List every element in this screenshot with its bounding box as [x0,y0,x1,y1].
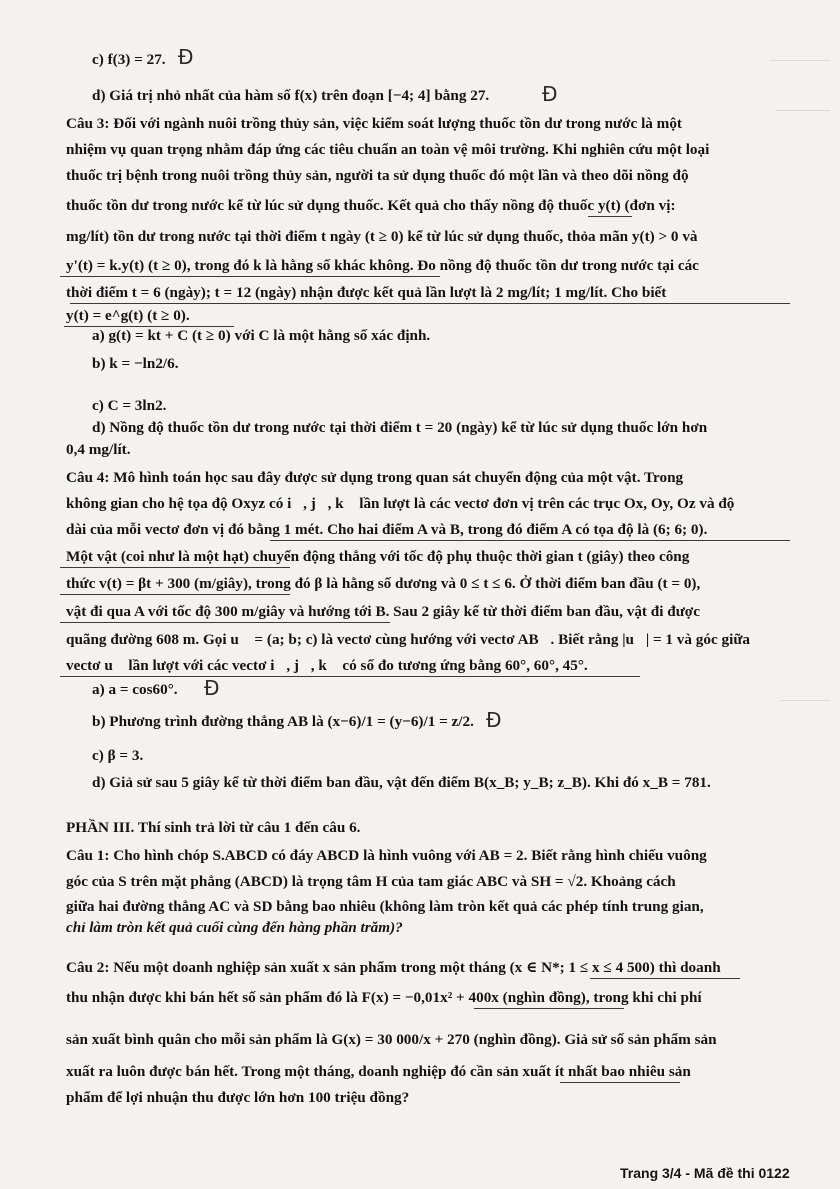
question-3-line: thuốc tồn dư trong nước kể từ lúc sử dụng thuốc. Kết quả cho thấy nồng độ thuốc y(t) (đơn vị: [66,197,676,214]
statement-d-q3: d) Nồng độ thuốc tồn dư trong nước tại thời điểm t = 20 (ngày) kể từ lúc sử dụng thuốc lớn hơn [92,419,708,436]
section-heading: PHẦN III. Thí sinh trả lời từ câu 1 đến câu 6. [66,819,361,836]
question-4-line: không gian cho hệ tọa độ Oxyz có i⃗, j⃗, k⃗ lần lượt là các vectơ đơn vị trên các trục Ox, Oy, Oz và độ [66,495,735,512]
question-3-line: Câu 3: Đối với ngành nuôi trồng thủy sản, việc kiểm soát lượng thuốc tồn dư trong nước là một [66,115,682,132]
question-4-line: vectơ u⃗ lần lượt với các vectơ i⃗, j⃗, k⃗ có số đo tương ứng bằng 60°, 60°, 45°. [66,657,588,674]
part3-question-2-line: xuất ra luôn được bán hết. Trong một tháng, doanh nghiệp đó cần sản xuất ít nhất bao nhiêu sản [66,1063,691,1080]
statement-d-q4: d) Giả sử sau 5 giây kể từ thời điểm ban đầu, vật đến điểm B(x_B; y_B; z_B). Khi đó x_B = 781. [92,774,711,791]
page-footer: Trang 3/4 - Mã đề thi 0122 [620,1165,790,1181]
question-4-line: thức v(t) = βt + 300 (m/giây), trong đó β là hằng số dương và 0 ≤ t ≤ 6. Ở thời điểm ban đầu (t = 0), [66,575,701,592]
question-4-line: vật đi qua A với tốc độ 300 m/giây và hướng tới B. Sau 2 giây kể từ thời điểm ban đầu, vật đi được [66,603,700,620]
true-mark: Đ [204,676,220,700]
statement-d-q3-cont: 0,4 mg/lít. [66,441,131,458]
question-4-line: Một vật (coi như là một hạt) chuyển động thẳng với tốc độ phụ thuộc thời gian t (giây) theo công [66,548,690,565]
part3-question-2-line: Câu 2: Nếu một doanh nghiệp sản xuất x sản phẩm trong một tháng (x ∈ N*; 1 ≤ x ≤ 4 500) thì doanh [66,959,721,976]
statement-a-q3: a) g(t) = kt + C (t ≥ 0) với C là một hằng số xác định. [92,327,431,344]
question-3-line: nhiệm vụ quan trọng nhằm đáp ứng các tiêu chuẩn an toàn vệ môi trường. Khi nghiên cứu một loại [66,141,710,158]
part3-question-2-line: thu nhận được khi bán hết số sản phẩm đó là F(x) = −0,01x² + 400x (nghìn đồng), trong khi chi phí [66,989,702,1006]
part3-question-1-line: chỉ làm tròn kết quả cuối cùng đến hàng phần trăm)? [66,919,403,936]
pen-underline [560,1082,680,1083]
part3-question-2-line: sản xuất bình quân cho mỗi sản phẩm là G(x) = 30 000/x + 270 (nghìn đồng). Giả sử số sản phẩm sản [66,1031,717,1048]
pen-underline [60,567,290,568]
margin-trace [780,700,830,701]
pen-underline [60,622,390,623]
question-3-line: mg/lít) tồn dư trong nước tại thời điểm t ngày (t ≥ 0) kể từ lúc sử dụng thuốc, thỏa mãn y(t) > 0 và [66,228,698,245]
true-mark: Đ [542,82,558,106]
pen-underline [70,303,790,304]
statement-c-q4: c) β = 3. [92,747,144,764]
true-mark: Đ [486,708,502,732]
part3-question-2-line: phẩm để lợi nhuận thu được lớn hơn 100 triệu đồng? [66,1089,410,1106]
statement-c-q3: c) C = 3ln2. [92,397,167,414]
pen-underline [60,276,440,277]
question-3-line: y'(t) = k.y(t) (t ≥ 0), trong đó k là hằng số khác không. Đo nồng độ thuốc tồn dư trong nước tại các [66,257,699,274]
margin-trace [775,110,830,111]
question-4-line: Câu 4: Mô hình toán học sau đây được sử dụng trong quan sát chuyển động của một vật. Trong [66,469,684,486]
question-3-line: thời điểm t = 6 (ngày); t = 12 (ngày) nhận được kết quả lần lượt là 2 mg/lít; 1 mg/lít. Cho biết [66,284,667,301]
question-4-line: dài của mỗi vectơ đơn vị đó bằng 1 mét. Cho hai điểm A và B, trong đó điểm A có tọa độ là (6; 6; 0). [66,521,708,538]
pen-underline [270,540,790,541]
part3-question-1-line: góc của S trên mặt phẳng (ABCD) là trọng tâm H của tam giác ABC và SH = √2. Khoảng cách [66,873,676,890]
statement-d-q2: d) Giá trị nhỏ nhất của hàm số f(x) trên đoạn [−4; 4] bằng 27. [92,87,490,104]
part3-question-1-line: giữa hai đường thẳng AC và SD bằng bao nhiêu (không làm tròn kết quả các phép tính trung gian, [66,898,704,915]
question-3-line: y(t) = e^g(t) (t ≥ 0). [66,307,190,324]
pen-underline [60,676,640,677]
statement-c-q2: c) f(3) = 27. [92,51,166,68]
statement-b-q4: b) Phương trình đường thẳng AB là (x−6)/1 = (y−6)/1 = z/2. [92,713,474,730]
question-4-line: quãng đường 608 m. Gọi u⃗ = (a; b; c) là vectơ cùng hướng với vectơ AB⃗. Biết rằng |u⃗| = 1 và góc giữa [66,631,751,648]
part3-question-1-line: Câu 1: Cho hình chóp S.ABCD có đáy ABCD là hình vuông với AB = 2. Biết rằng hình chiếu vuông [66,847,707,864]
true-mark: Đ [178,45,194,69]
statement-a-q4: a) a = cos60°. [92,681,178,698]
question-3-line: thuốc trị bệnh trong nuôi trồng thủy sản, người ta sử dụng thuốc đó một lần và theo dõi nồng độ [66,167,689,184]
statement-b-q3: b) k = −ln2/6. [92,355,179,372]
pen-underline [588,216,632,217]
pen-underline [474,1008,624,1009]
pen-underline [590,978,740,979]
pen-underline [60,594,290,595]
